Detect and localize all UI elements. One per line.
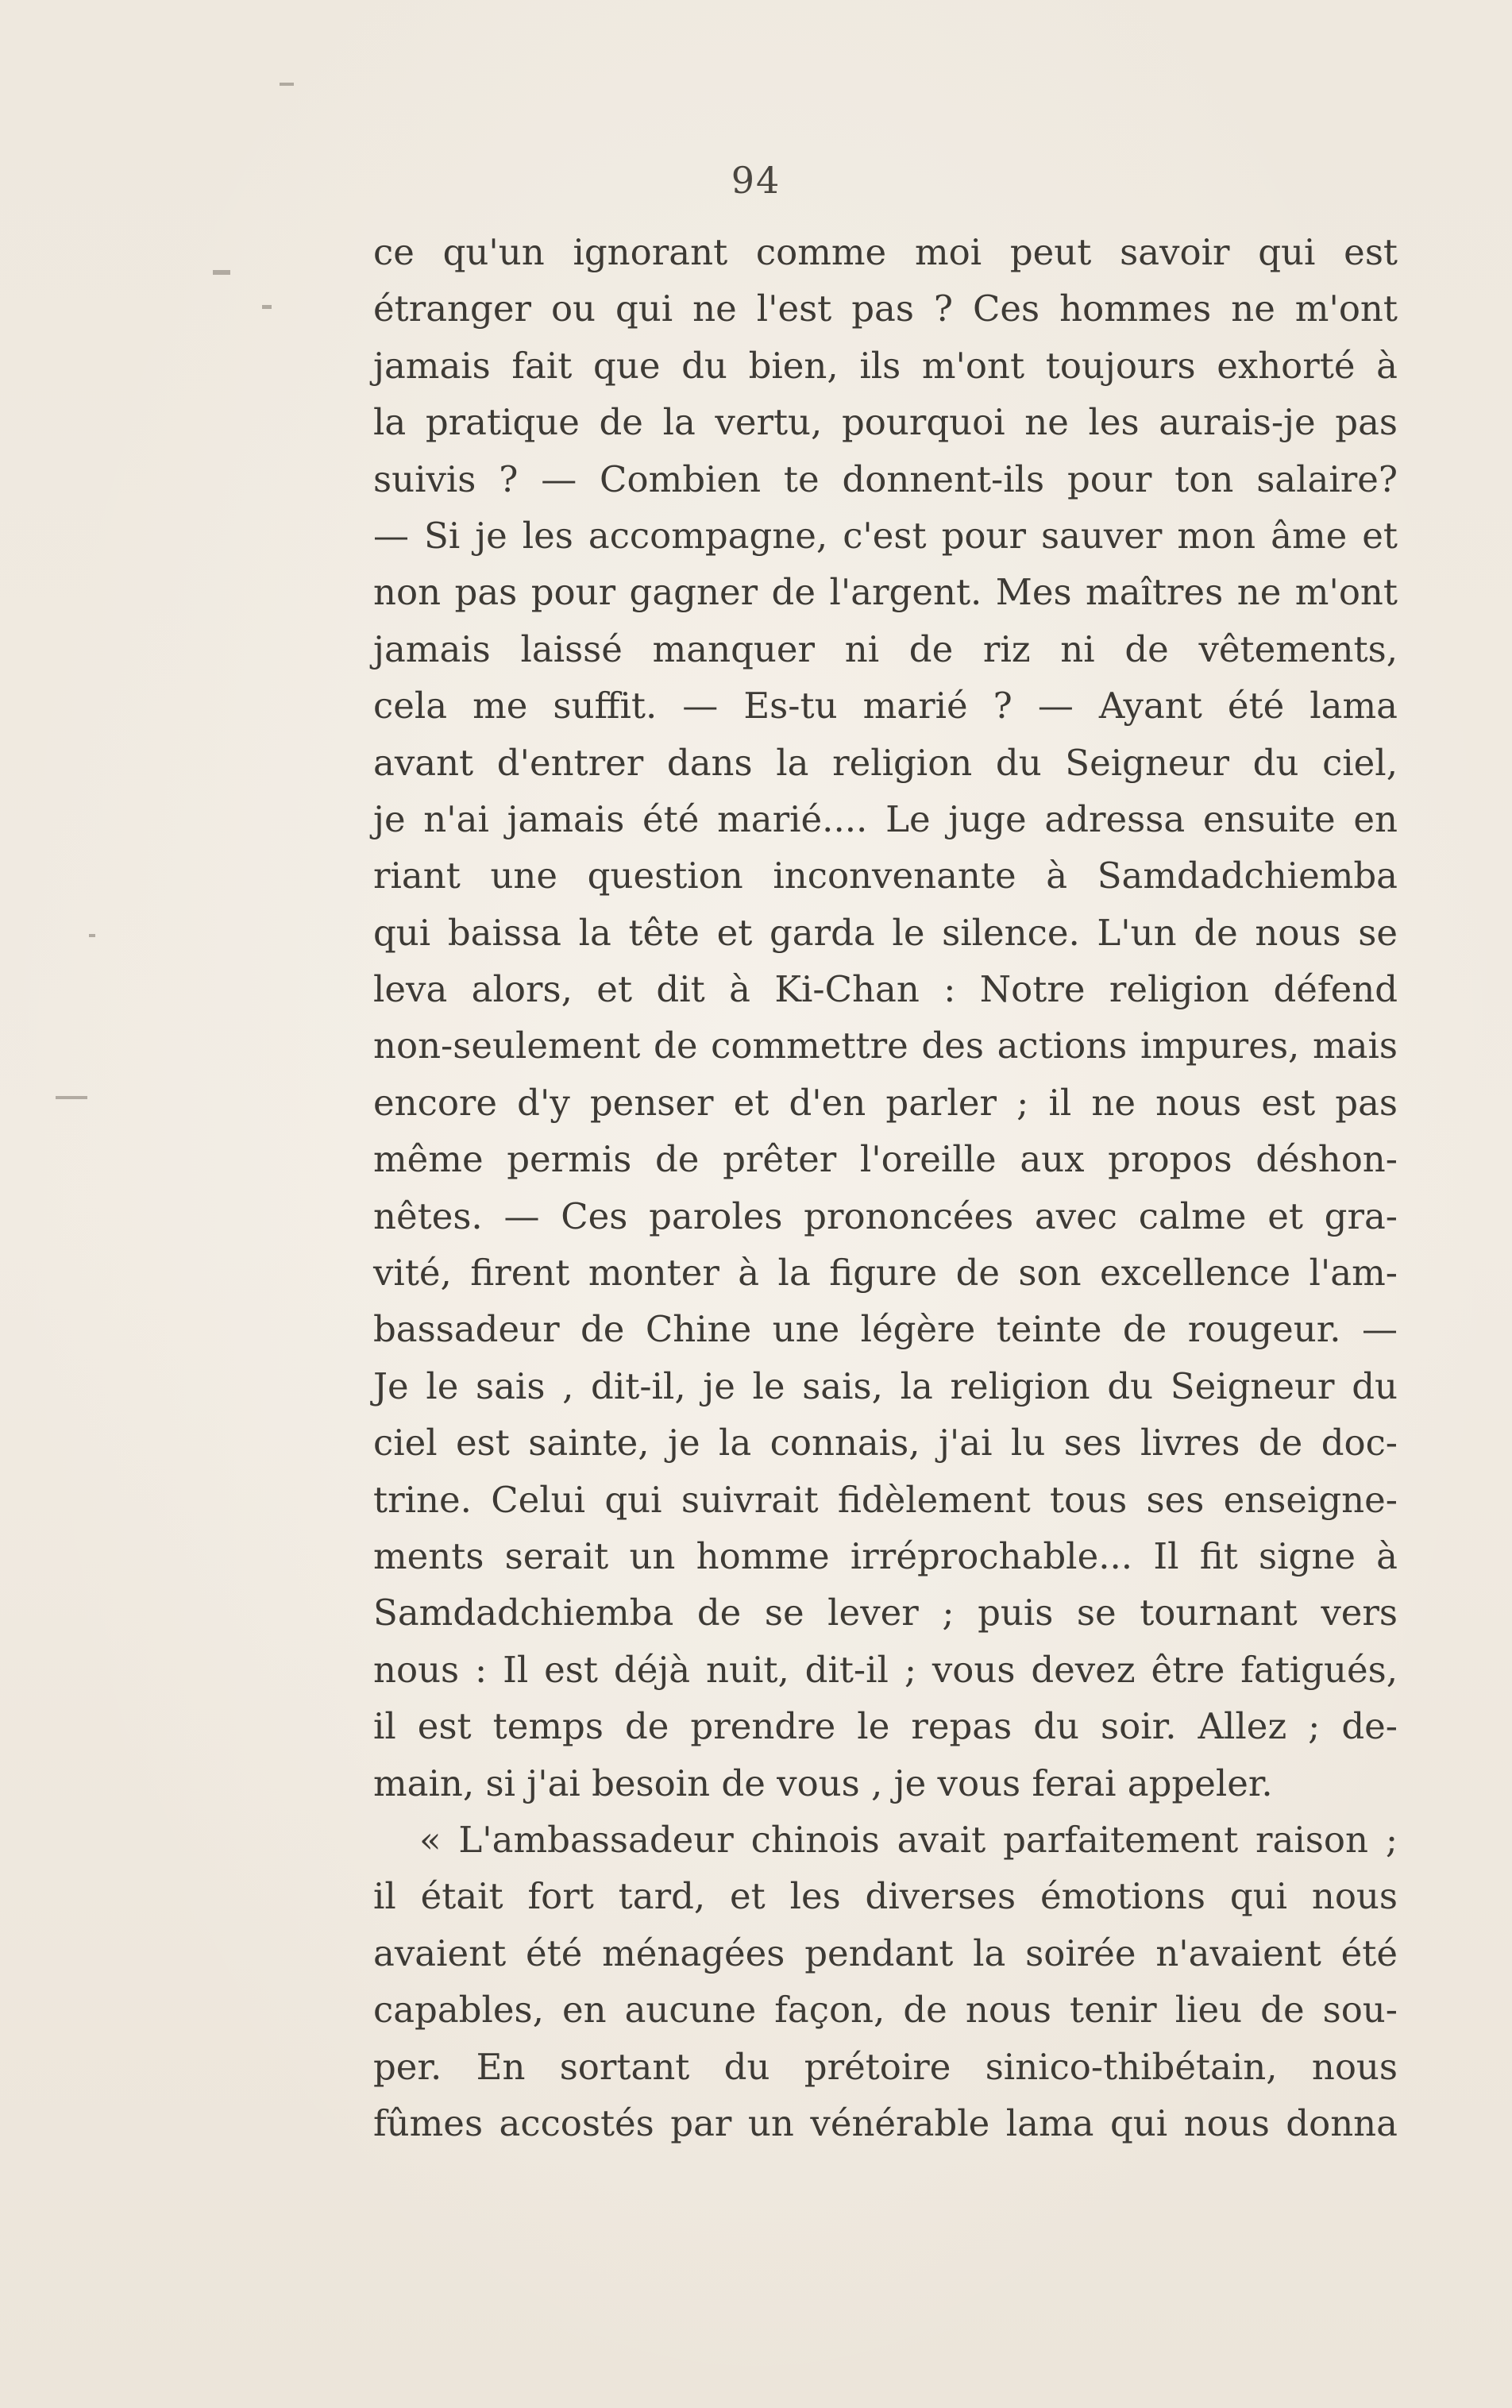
margin-speck — [262, 305, 272, 309]
text-line: — Si je les accompagne, c'est pour sauver mon âme et — [373, 514, 1398, 557]
text-line: ments serait un homme irréprochable... Il fit signe à — [373, 1534, 1398, 1577]
text-line: per. En sortant du prétoire sinico-thibétain, nous — [373, 2045, 1398, 2088]
text-line: même permis de prêter l'oreille aux propos déshon- — [373, 1138, 1398, 1181]
margin-speck — [280, 83, 294, 86]
text-line: avaient été ménagées pendant la soirée n'avaient été — [373, 1931, 1398, 1974]
text-line: ciel est sainte, je la connais, j'ai lu ses livres de doc- — [373, 1422, 1398, 1464]
text-line: cela me suffit. — Es-tu marié ? — Ayant été lama — [373, 685, 1398, 727]
text-line: encore d'y penser et d'en parler ; il ne nous est pas — [373, 1081, 1398, 1124]
text-line: « L'ambassadeur chinois avait parfaitement raison ; — [419, 1818, 1398, 1861]
text-line: la pratique de la vertu, pourquoi ne les aurais-je pas — [373, 401, 1398, 444]
text-line: étranger ou qui ne l'est pas ? Ces hommes ne m'ont — [373, 287, 1398, 330]
text-line: jamais laissé manquer ni de riz ni de vêtements, — [373, 627, 1398, 670]
margin-speck — [89, 934, 95, 937]
page-number: 94 — [731, 159, 781, 202]
text-line: leva alors, et dit à Ki-Chan : Notre religion défend — [373, 968, 1398, 1011]
text-line: il était fort tard, et les diverses émotions qui nous — [373, 1875, 1398, 1918]
text-line: il est temps de prendre le repas du soir. Allez ; de- — [373, 1705, 1398, 1748]
text-line: vité, firent monter à la figure de son excellence l'am- — [373, 1252, 1398, 1295]
text-line: trine. Celui qui suivrait fidèlement tous ses enseigne- — [373, 1478, 1398, 1521]
text-line: main, si j'ai besoin de vous , je vous ferai appeler. — [373, 1762, 1273, 1804]
text-line: suivis ? — Combien te donnent-ils pour ton salaire? — [373, 457, 1398, 500]
margin-speck — [56, 1096, 87, 1099]
text-line: ce qu'un ignorant comme moi peut savoir qui est — [373, 231, 1398, 273]
text-line: avant d'entrer dans la religion du Seigneur du ciel, — [373, 741, 1398, 784]
text-line: nêtes. — Ces paroles prononcées avec calme et gra- — [373, 1194, 1398, 1237]
body-text — [373, 224, 1398, 2151]
text-line: Samdadchiemba de se lever ; puis se tournant vers — [373, 1592, 1398, 1634]
text-line: je n'ai jamais été marié.... Le juge adressa ensuite en — [373, 797, 1398, 840]
margin-speck — [213, 270, 230, 275]
text-line: Je le sais , dit-il, je le sais, la religion du Seigneur du — [373, 1364, 1398, 1407]
text-line: qui baissa la tête et garda le silence. L'un de nous se — [373, 911, 1398, 954]
text-line: non pas pour gagner de l'argent. Mes maîtres ne m'ont — [373, 571, 1398, 614]
text-line: non-seulement de commettre des actions impures, mais — [373, 1025, 1398, 1067]
text-line: capables, en aucune façon, de nous tenir lieu de sou- — [373, 1989, 1398, 2032]
text-line: riant une question inconvenante à Samdadchiemba — [373, 855, 1398, 897]
text-line: nous : Il est déjà nuit, dit-il ; vous devez être fatigués, — [373, 1648, 1398, 1691]
text-line: bassadeur de Chine une légère teinte de rougeur. — — [373, 1308, 1398, 1351]
text-line: fûmes accostés par un vénérable lama qui nous donna — [373, 2101, 1398, 2144]
text-line: jamais fait que du bien, ils m'ont toujours exhorté à — [373, 344, 1398, 387]
